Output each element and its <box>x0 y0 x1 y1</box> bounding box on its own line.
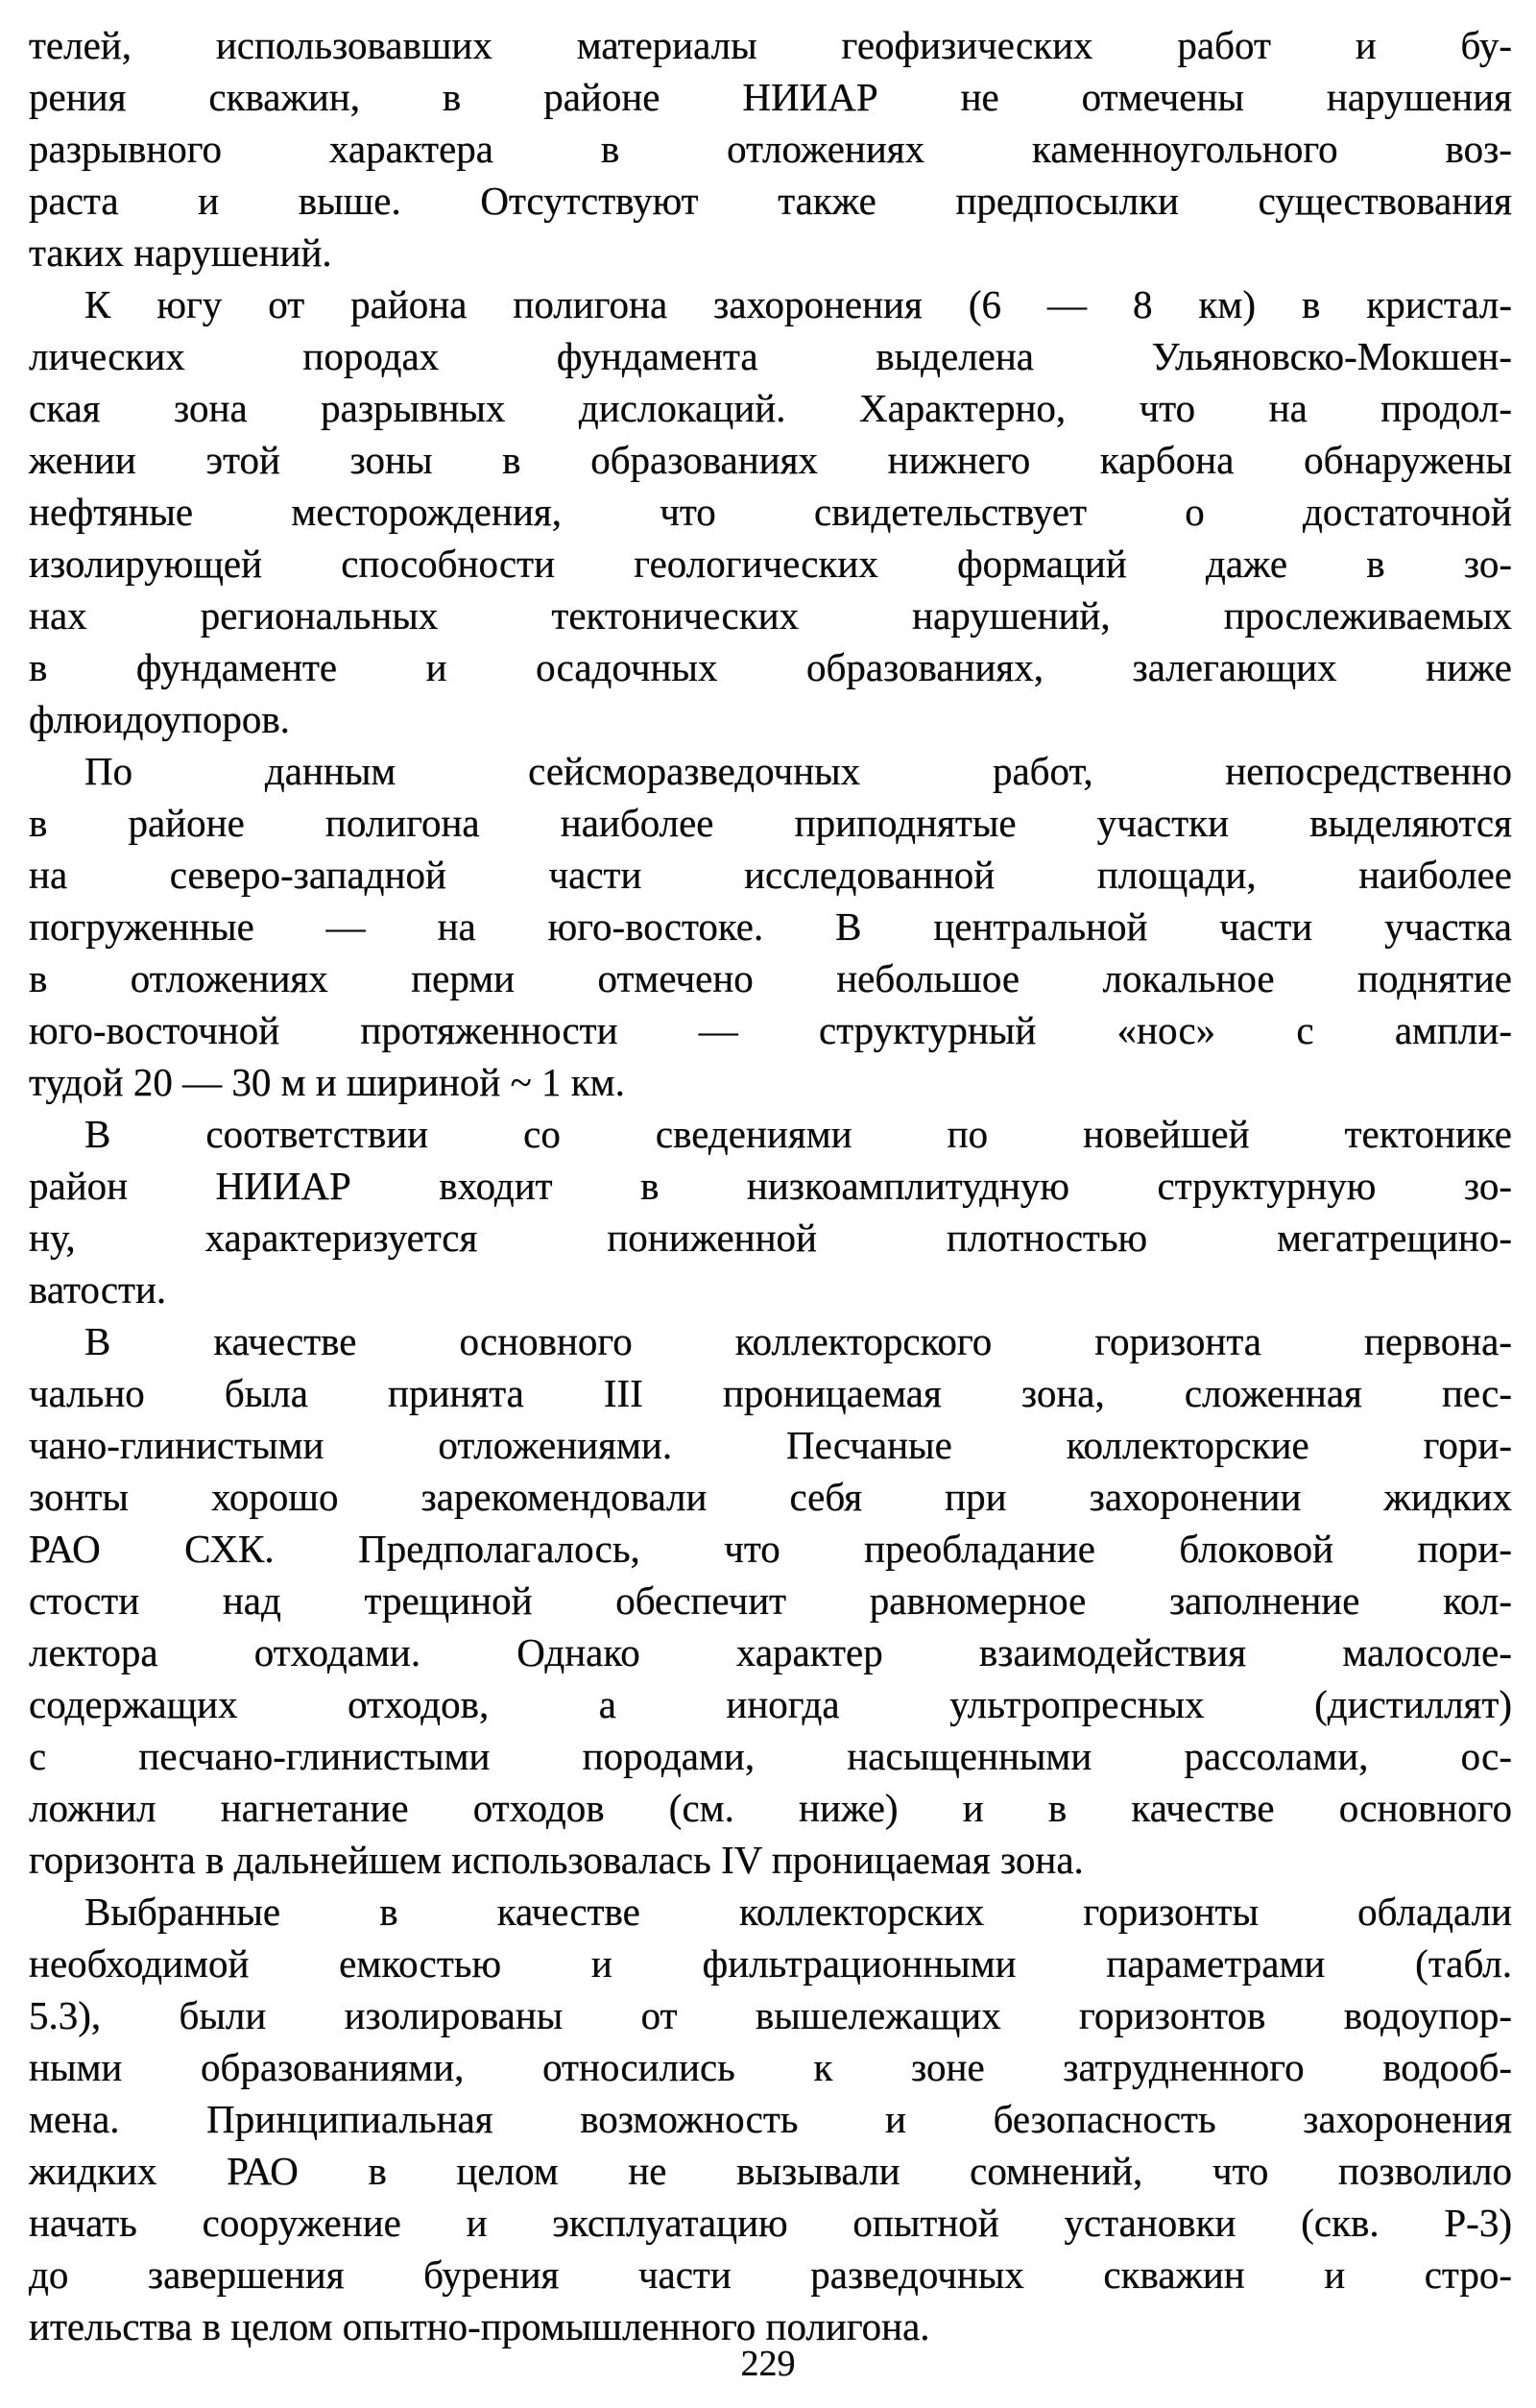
text-line: лических породах фундамента выделена Ульяновско-Мокшен- <box>29 334 1512 378</box>
text-line: необходимой емкостью и фильтрационными параметрами (табл. <box>29 1941 1512 1986</box>
text-line: изолирующей способности геологических формаций даже в зо- <box>29 542 1512 586</box>
text-line: По данным сейсморазведочных работ, непосредственно <box>84 749 1512 793</box>
text-line: тудой 20 — 30 м и шириной ~ 1 км. <box>29 1060 625 1104</box>
text-line: зонты хорошо зарекомендовали себя при захоронении жидких <box>29 1475 1512 1519</box>
text-line: ская зона разрывных дислокаций. Характерно, что на продол- <box>29 386 1512 430</box>
text-line: начать сооружение и эксплуатацию опытной установки (скв. Р-3) <box>29 2201 1512 2245</box>
text-line: в фундаменте и осадочных образованиях, залегающих ниже <box>29 645 1512 689</box>
text-line: разрывного характера в отложениях каменноугольного воз- <box>29 127 1512 171</box>
text-line: ительства в целом опытно-промышленного полигона. <box>29 2304 930 2348</box>
text-line: в районе полигона наиболее приподнятые участки выделяются <box>29 801 1512 845</box>
text-line: К югу от района полигона захоронения (6 — 8 км) в кристал- <box>84 282 1512 326</box>
text-line: горизонта в дальнейшем использовалась IV проницаемая зона. <box>29 1838 1084 1882</box>
text-line: чально была принята III проницаемая зона, сложенная пес- <box>29 1371 1512 1415</box>
text-line: РАО СХК. Предполагалось, что преобладание блоковой пори- <box>29 1527 1512 1571</box>
text-line: флюидоупоров. <box>29 697 290 741</box>
text-line: жении этой зоны в образованиях нижнего карбона обнаружены <box>29 438 1512 482</box>
text-line: таких нарушений. <box>29 230 332 275</box>
text-line: юго-восточной протяженности — структурный «нос» с ампли- <box>29 1008 1512 1052</box>
text-line: стости над трещиной обеспечит равномерное заполнение кол- <box>29 1578 1512 1623</box>
text-line: мена. Принципиальная возможность и безопасность захоронения <box>29 2097 1512 2141</box>
text-line: погруженные — на юго-востоке. В центральной части участка <box>29 904 1512 949</box>
text-line: нефтяные месторождения, что свидетельствует о достаточной <box>29 490 1512 534</box>
text-line: 5.3), были изолированы от вышележащих горизонтов водоупор- <box>29 1993 1512 2037</box>
text-line: лектора отходами. Однако характер взаимодействия малосоле- <box>29 1630 1512 1674</box>
text-line: до завершения бурения части разведочных скважин и стро- <box>29 2252 1512 2297</box>
text-line: жидких РАО в целом не вызывали сомнений, что позволило <box>29 2149 1512 2193</box>
page-text <box>29 19 1512 2352</box>
text-line: нах региональных тектонических нарушений, прослеживаемых <box>29 593 1512 638</box>
page-number: 229 <box>740 2344 796 2384</box>
text-line: содержащих отходов, а иногда ультропресных (дистиллят) <box>29 1682 1512 1726</box>
text-line: на северо-западной части исследованной площади, наиболее <box>29 853 1512 897</box>
text-line: телей, использовавших материалы геофизических работ и бу- <box>29 23 1512 67</box>
text-line: с песчано-глинистыми породами, насыщенными рассолами, ос- <box>29 1734 1512 1778</box>
text-line: В соответствии со сведениями по новейшей тектонике <box>84 1112 1512 1156</box>
text-line: район НИИАР входит в низкоамплитудную структурную зо- <box>29 1164 1512 1208</box>
text-line: ложнил нагнетание отходов (см. ниже) и в качестве основного <box>29 1786 1512 1830</box>
text-line: чано-глинистыми отложениями. Песчаные коллекторские гори- <box>29 1423 1512 1467</box>
text-line: В качестве основного коллекторского горизонта первона- <box>84 1319 1512 1363</box>
text-line: Выбранные в качестве коллекторских горизонты обладали <box>84 1890 1512 1934</box>
text-line: в отложениях перми отмечено небольшое локальное поднятие <box>29 956 1512 1000</box>
text-line: ными образованиями, относились к зоне затрудненного водооб- <box>29 2045 1512 2089</box>
text-line: рения скважин, в районе НИИАР не отмечены нарушения <box>29 75 1512 119</box>
text-line: раста и выше. Отсутствуют также предпосылки существования <box>29 179 1512 223</box>
text-line: ватости. <box>29 1267 167 1312</box>
text-line: ну, характеризуется пониженной плотностью мегатрещино- <box>29 1216 1512 1260</box>
